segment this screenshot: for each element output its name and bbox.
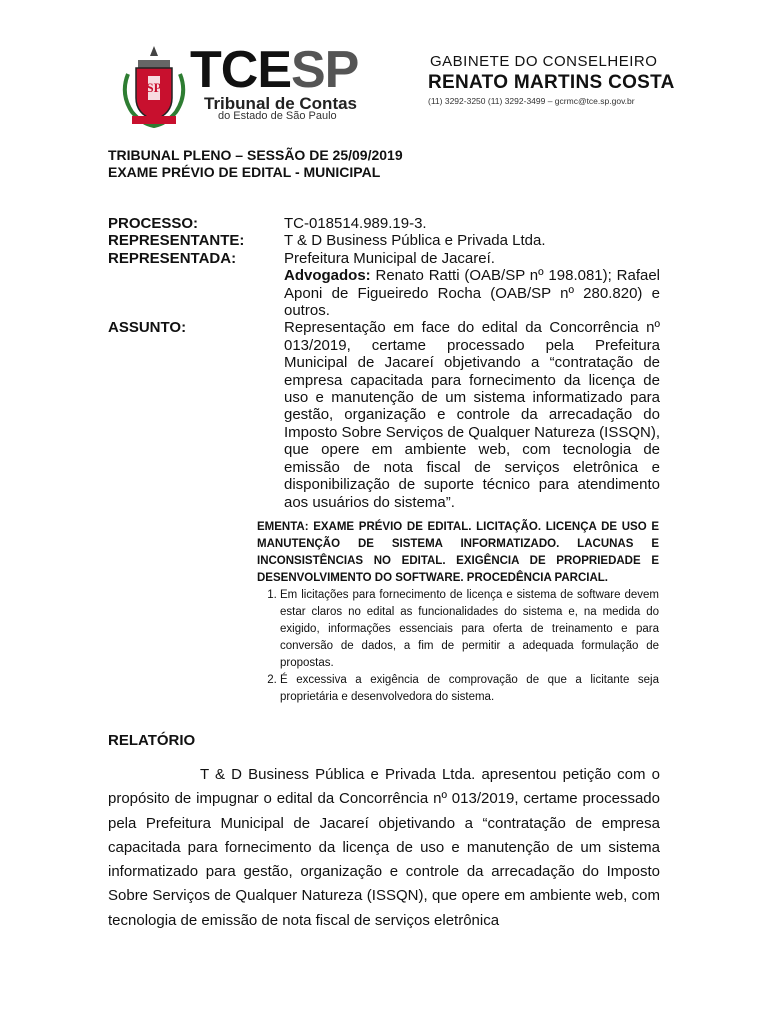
representada-row	[108, 250, 668, 320]
advogados-value: Renato Ratti (OAB/SP nº 198.081); Rafael Aponi de Figueiredo Rocha (OAB/SP nº 280.820) e outros.	[284, 267, 660, 320]
representada-value: Prefeitura Municipal de Jacareí.	[284, 249, 495, 267]
relatorio-paragraph: T & D Business Pública e Privada Ltda. apresentou petição com o propósito de impugnar o edital da Concorrência nº 013/2019, certame processado pela Prefeitura Municipal de Jacareí objetivando a “contratação de empresa capacitada para fornecimento da licença de uso e manutenção de um sistema informatizado para gestão, organização e controle da arrecadação do Imposto Sobre Serviços de Qualquer Natureza (ISSQN), que opere em ambiente web, com tecnologia de emissão de nota fiscal de serviços eletrônica	[108, 766, 660, 929]
assunto-value: Representação em face do edital da Concorrência nº 013/2019, certame processado pela Prefeitura Municipal de Jacareí objetivando a “contratação de empresa capacitada para fornecimento da licença de uso e manutenção de um sistema informatizado para gestão, organização e controle da arrecadação do Imposto Sobre Serviços de Qualquer Natureza (ISSQN), que opere em ambiente web, com tecnologia de emissão de nota fiscal de serviços eletrônica e disponibilização de suporte técnico para atendimento aos usuários do sistema”.	[284, 319, 660, 511]
sao-paulo-coat-of-arms-icon	[118, 44, 190, 128]
ementa-heading: EMENTA: EXAME PRÉVIO DE EDITAL. LICITAÇÃO. LICENÇA DE USO E MANUTENÇÃO DE SISTEMA INFORMATIZADO. LACUNAS E INCONSISTÊNCIAS NO EDITAL. EXIGÊNCIA DE PROPRIEDADE E DESENVOLVIMENTO DO SOFTWARE. PROCEDÊNCIA PARCIAL.	[257, 521, 659, 584]
office-contact: (11) 3292-3250 (11) 3292-3499 – gcrmc@tce.sp.gov.br	[428, 96, 635, 106]
councillor-name: RENATO MARTINS COSTA	[428, 72, 675, 93]
assunto-row	[108, 319, 668, 510]
ementa-item: 2. É excessiva a exigência de comprovação de que a licitante seja proprietária e desenvolvedora do sistema.	[280, 672, 659, 706]
relatorio-body	[108, 763, 660, 933]
exam-line: EXAME PRÉVIO DE EDITAL - MUNICIPAL	[108, 164, 381, 180]
representada-block	[284, 250, 660, 320]
logo-subtitle: Tribunal de Contas	[204, 94, 358, 113]
advogados	[284, 267, 660, 319]
ementa-item: 1. Em licitações para fornecimento de licença e sistema de software devem estar claros no edital as funcionalidades do sistema e, na medida do exigido, informações essenciais para oferta de treinamento e para conversão de dados, a fim de permitir a adequada formulação de propostas.	[280, 587, 659, 672]
tcesp-logo: TCESP	[190, 41, 359, 99]
representada-label: REPRESENTADA:	[108, 249, 237, 267]
svg-text:SP: SP	[146, 80, 162, 95]
relatorio-heading: RELATÓRIO	[108, 732, 196, 749]
processo-label: PROCESSO:	[108, 215, 199, 232]
case-metadata	[108, 215, 668, 511]
ementa-list	[257, 587, 659, 706]
representante-row	[108, 232, 668, 249]
assunto-label: ASSUNTO:	[108, 319, 187, 337]
session-title	[108, 147, 403, 181]
processo-value: TC-018514.989.19-3.	[284, 215, 427, 232]
ementa-block	[257, 519, 659, 706]
processo-row	[108, 215, 668, 232]
letterhead	[0, 0, 770, 130]
advogados-label: Advogados:	[284, 267, 371, 285]
logo-subtitle-state: do Estado de São Paulo	[218, 110, 337, 122]
representante-label: REPRESENTANTE:	[108, 232, 245, 250]
office-label: GABINETE DO CONSELHEIRO	[430, 53, 658, 70]
representante-value: T & D Business Pública e Privada Ltda.	[284, 232, 546, 250]
session-line: TRIBUNAL PLENO – SESSÃO DE 25/09/2019	[108, 147, 403, 163]
